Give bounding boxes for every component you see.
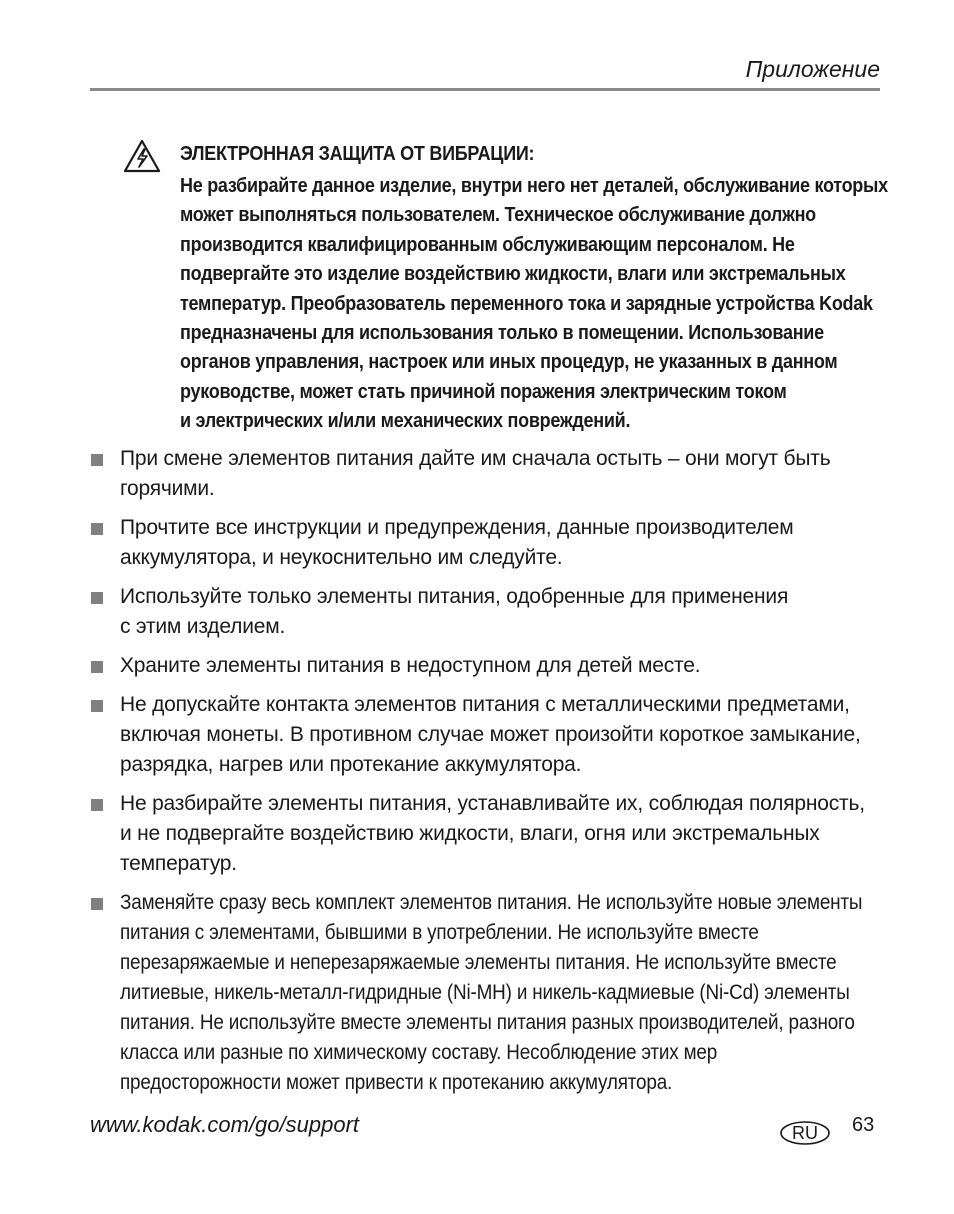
header-rule	[90, 88, 880, 91]
list-item-line: При смене элементов питания дайте им сначала остыть – они могут быть	[120, 447, 831, 470]
list-item-line: питания с элементами, бывшими в употреблении. Не используйте вместе	[120, 921, 759, 944]
square-bullet-icon	[91, 592, 103, 604]
list-item	[90, 651, 890, 681]
warning-body	[180, 172, 888, 437]
square-bullet-icon	[91, 898, 103, 910]
list-item	[90, 582, 890, 642]
list-item	[90, 888, 890, 1098]
list-item-line: с этим изделием.	[120, 615, 286, 638]
language-badge	[779, 1120, 831, 1146]
list-item	[90, 444, 890, 504]
page-header-title: Приложение	[745, 56, 880, 82]
list-item-line: Используйте только элементы питания, одобренные для применения	[120, 585, 789, 608]
list-item-line: включая монеты. В противном случае может произойти короткое замыкание,	[120, 723, 861, 746]
list-item-line: класса или разные по химическому составу. Несоблюдение этих мер	[120, 1041, 718, 1064]
list-item-line: и не подвергайте воздействию жидкости, влаги, огня или экстремальных	[120, 822, 820, 845]
list-item-line: питания. Не используйте вместе элементы питания разных производителей, разного	[120, 1011, 855, 1034]
square-bullet-icon	[91, 454, 103, 466]
list-item	[90, 513, 890, 573]
warning-line: органов управления, настроек или иных процедур, не указанных в данном	[180, 351, 838, 374]
square-bullet-icon	[91, 661, 103, 673]
list-item-line: аккумулятора, и неукоснительно им следуйте.	[120, 546, 563, 569]
warning-heading: ЭЛЕКТРОННАЯ ЗАЩИТА ОТ ВИБРАЦИИ:	[180, 143, 535, 165]
square-bullet-icon	[91, 799, 103, 811]
list-item	[90, 690, 890, 780]
warning-line: Не разбирайте данное изделие, внутри него нет деталей, обслуживание которых	[180, 175, 888, 197]
warning-line: производится квалифицированным обслуживающим персоналом. Не	[180, 233, 795, 256]
warning-line: подвергайте это изделие воздействию жидкости, влаги или экстремальных	[180, 263, 846, 286]
warning-line: температур. Преобразователь переменного тока и зарядные устройства Kodak	[180, 292, 873, 315]
warning-line: руководстве, может стать причиной поражения электрическим током	[180, 380, 787, 403]
list-item-line: разрядка, нагрев или протекание аккумулятора.	[120, 753, 582, 776]
warning-line: может выполняться пользователем. Техническое обслуживание должно	[180, 204, 816, 227]
list-item-line: литиевые, никель-металл-гидридные (Ni-MH) и никель-кадмиевые (Ni-Cd) элементы	[120, 981, 850, 1004]
list-item-line: Не разбирайте элементы питания, устанавливайте их, соблюдая полярность,	[120, 792, 865, 815]
support-url: www.kodak.com/go/support	[90, 1112, 360, 1137]
list-item-line: горячими.	[120, 477, 215, 500]
warning-line: и электрических и/или механических повреждений.	[180, 410, 631, 433]
list-item-line: перезаряжаемые и неперезаряжаемые элементы питания. Не используйте вместе	[120, 951, 837, 974]
battery-safety-list	[90, 444, 890, 1107]
list-item-line: Прочтите все инструкции и предупреждения, данные производителем	[120, 516, 794, 539]
page-number: 63	[852, 1114, 875, 1136]
list-item-line: Заменяйте сразу весь комплект элементов питания. Не используйте новые элементы	[120, 891, 863, 914]
square-bullet-icon	[91, 523, 103, 535]
language-badge-label: RU	[792, 1123, 818, 1143]
list-item-line: температур.	[120, 852, 237, 875]
list-item-line: Не допускайте контакта элементов питания с металлическими предметами,	[120, 693, 850, 716]
warning-line: предназначены для использования только в помещении. Использование	[180, 322, 824, 345]
list-item-line: предосторожности может привести к протеканию аккумулятора.	[120, 1071, 673, 1094]
electric-shock-warning-icon	[123, 139, 161, 173]
list-item	[90, 789, 890, 879]
list-item-line: Храните элементы питания в недоступном для детей месте.	[120, 654, 701, 677]
square-bullet-icon	[91, 700, 103, 712]
